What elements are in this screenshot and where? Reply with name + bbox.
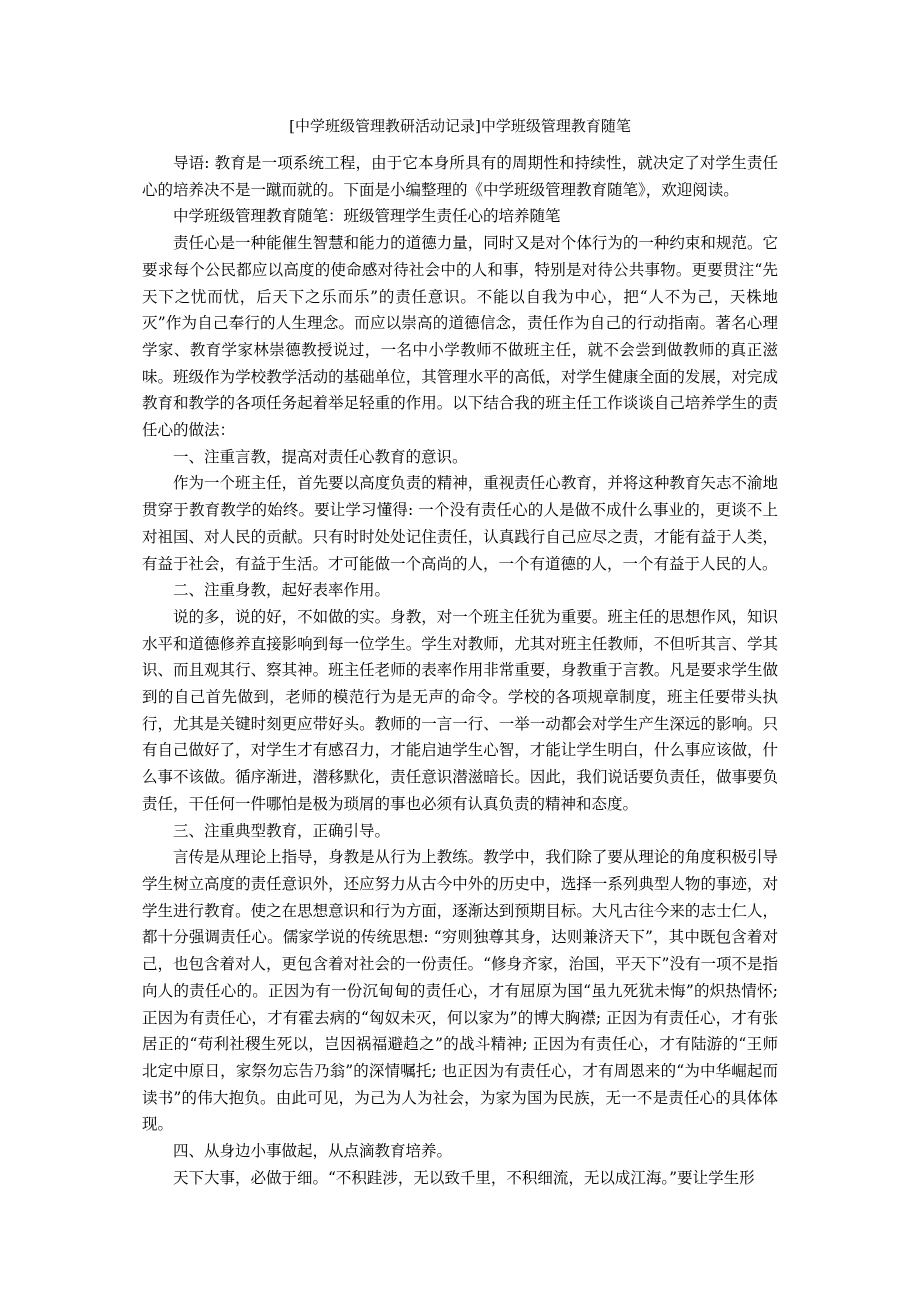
section-heading: 一、注重言教，提高对责任心教育的意识。: [173, 447, 468, 466]
body-paragraph: 作为一个班主任，首先要以高度负责的精神，重视责任心教育，并将这种教育矢志不渝地贯穿于教育教学的始终。要让学习懂得: 一个没有责任心的人是做不成什么事业的，更谈不上对祖国、对人民的贡献。只有时时处处记住责任，认真践行自己应尽之责，才能有益于人类，有益于社会，有益于生活。才可能做一个高尚的人，一个有道德的人，一个有益于人民的人。: [142, 474, 778, 573]
body-paragraph: 言传是从理论上指导，身教是从行为上教练。教学中，我们除了要从理论的角度积极引导学生树立高度的责任意识外，还应努力从古今中外的历史中，选择一系列典型人物的事迹，对学生进行教育。使之在思想意识和行为方面，逐渐达到预期目标。大凡古往今来的志士仁人，都十分强调责任心。儒家学说的传统思想: “穷则独尊其身，达则兼济天下”，其中既包含着对己，也包含着对人，更包含着对社会的一份责任。“修身齐家，治国，平天下”没有一项不是指向人的责任心的。正因为有一份沉甸甸的责任心，才有屈原为国“虽九死犹未悔”的炽热情怀; 正因为有责任心，才有霍去病的“匈奴未灭，何以家为”的博大胸襟; 正因为有责任心，才有张居正的“苟利社稷生死以，岂因祸福避趋之”的战斗精神; 正因为有责任心，才有陆游的“王师北定中原日，家祭勿忘告乃翁”的深情嘱托; 也正因为有责任心，才有周恩来的“为中华崛起而读书”的伟大抱负。由此可见，为己为人为社会，为家为国为民族，无一不是责任心的具体体现。: [142, 848, 778, 1134]
body-paragraph: 说的多，说的好，不如做的实。身教，对一个班主任犹为重要。班主任的思想作风，知识水平和道德修养直接影响到每一位学生。学生对教师，尤其对班主任教师，不但听其言、学其识、而且观其行、察其神。班主任老师的表率作用非常重要，身教重于言教。凡是要求学生做到的自己首先做到，老师的模范行为是无声的命令。学校的各项规章制度，班主任要带头执行，尤其是关键时刻更应带好头。教师的一言一行、一举一动都会对学生产生深远的影响。只有自己做好了，对学生才有感召力，才能启迪学生心智，才能让学生明白，什么事应该做，什么事不该做。循序渐进，潜移默化，责任意识潜滋暗长。因此，我们说话要负责任，做事要负责任，干任何一件哪怕是极为琐屑的事也必须有认真负责的精神和态度。: [142, 607, 778, 813]
section-heading: 三、注重典型教育，正确引导。: [173, 821, 391, 840]
body-paragraph: 责任心是一种能催生智慧和能力的道德力量，同时又是对个体行为的一种约束和规范。它要求每个公民都应以高度的使命感对待社会中的人和事，特别是对待公共事物。更要贯注“先天下之忧而忧，后天下之乐而乐”的责任意识。不能以自我为中心，把“人不为己，天株地灭”作为自己奉行的人生理念。而应以崇高的道德信念，责任作为自己的行动指南。著名心理学家、教育学家林崇德教授说过，一名中小学教师不做班主任，就不会尝到做教师的真正滋味。班级作为学校教学活动的基础单位，其管理水平的高低，对学生健康全面的发展，对完成教育和教学的各项任务起着举足轻重的作用。以下结合我的班主任工作谈谈自己培养学生的责任心的做法：: [142, 234, 778, 440]
section-heading: 二、注重身教，起好表率作用。: [173, 581, 391, 600]
document-body: [142, 150, 778, 1191]
intro-paragraph: 导语: 教育是一项系统工程，由于它本身所具有的周期性和持续性，就决定了对学生责任心的培养决不是一蹴而就的。下面是小编整理的《中学班级管理教育随笔》，欢迎阅读。: [142, 154, 778, 199]
section-heading: 四、从身边小事做起，从点滴教育培养。: [173, 1142, 453, 1161]
body-paragraph: 天下大事，必做于细。“不积跬涉，无以致千里，不积细流，无以成江海。”要让学生形: [173, 1168, 755, 1187]
essay-subtitle: 中学班级管理教育随笔：班级管理学生责任心的培养随笔: [173, 207, 561, 226]
document-title: [中学班级管理教研活动记录]中学班级管理教育随笔: [289, 117, 631, 135]
